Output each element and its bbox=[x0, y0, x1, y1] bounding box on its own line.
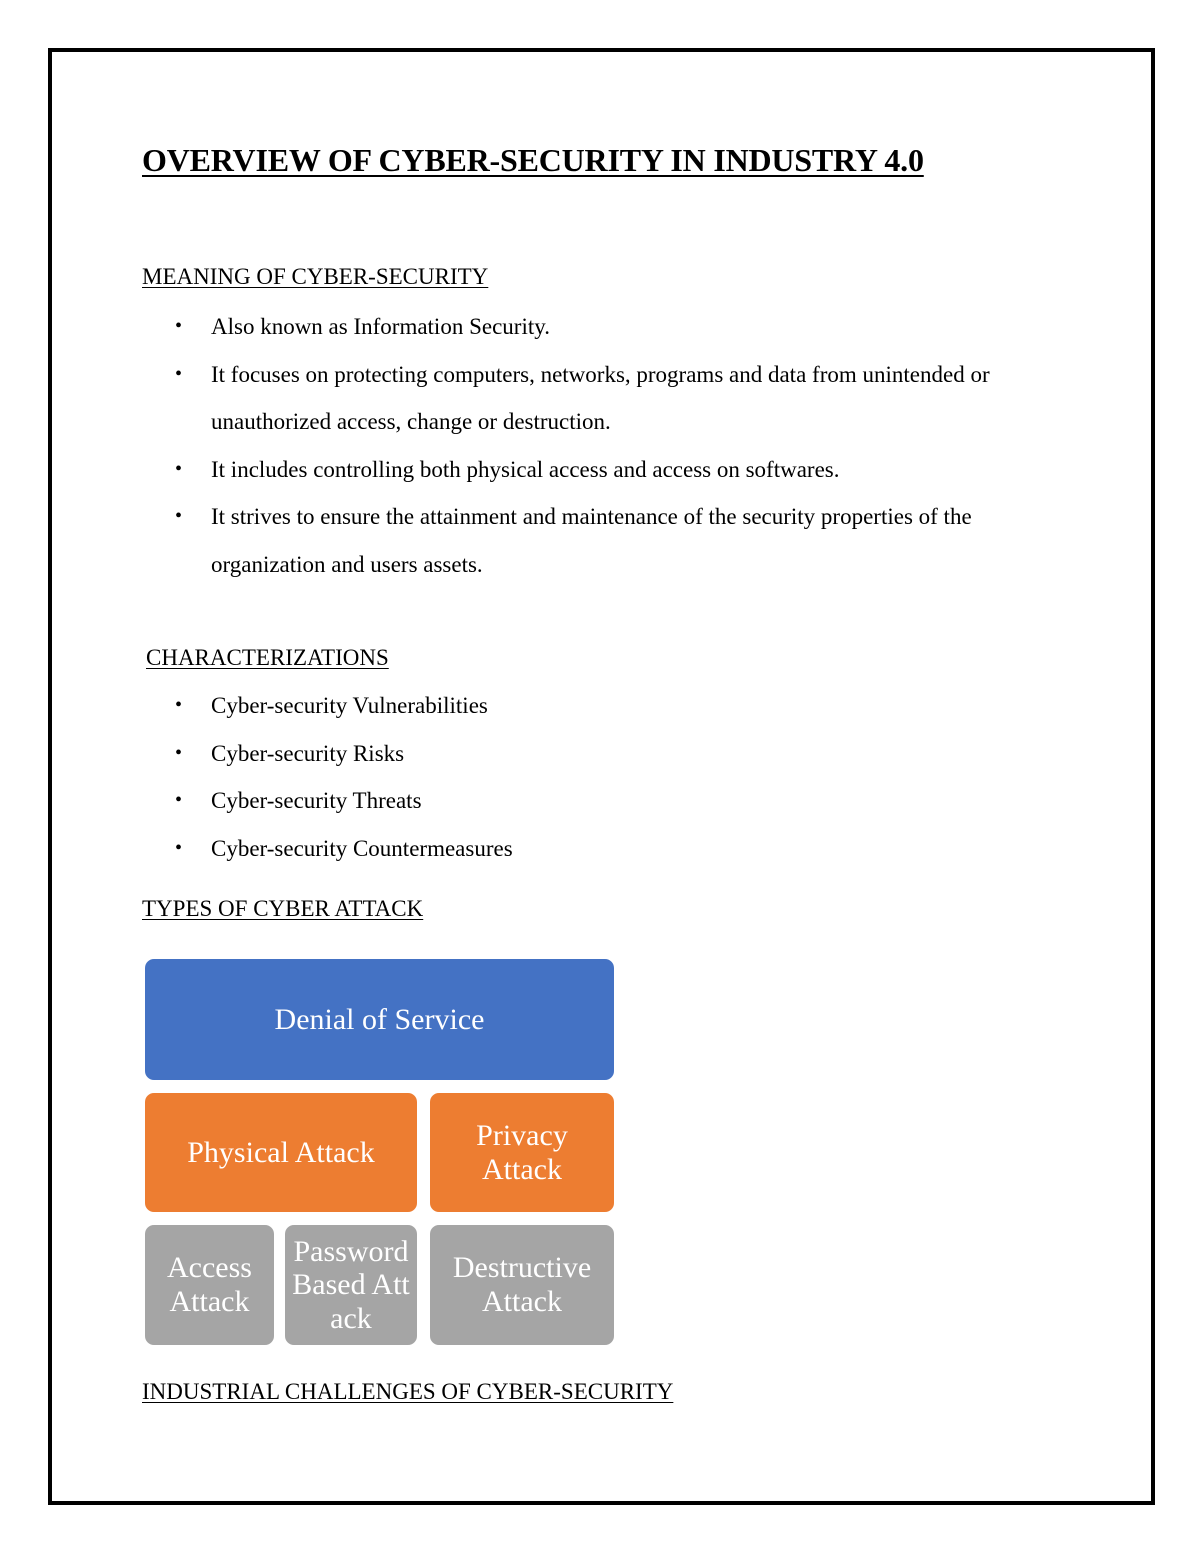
list-item-text: It focuses on protecting computers, networks, programs and data from unintended or unauthorized access, change or destruction. bbox=[211, 361, 990, 434]
diagram-box-label: Password Based Attack bbox=[292, 1234, 410, 1335]
list-item bbox=[142, 730, 1082, 778]
list-item-text: Also known as Information Security. bbox=[211, 314, 550, 339]
list-item bbox=[142, 777, 1082, 825]
bullet-icon: • bbox=[175, 836, 183, 859]
list-item-text: Cyber-security Risks bbox=[211, 740, 405, 766]
list-item bbox=[142, 446, 1082, 494]
bullet-icon: • bbox=[175, 694, 183, 716]
meaning-list bbox=[142, 303, 1082, 588]
list-item bbox=[142, 493, 1082, 588]
list-item bbox=[142, 303, 1082, 351]
document-title: OVERVIEW OF CYBER-SECURITY IN INDUSTRY 4.0 bbox=[142, 142, 924, 178]
diagram-box-privacy-attack bbox=[427, 1090, 617, 1215]
diagram-box-label: Destructive Attack bbox=[452, 1251, 592, 1318]
diagram-box-access-attack bbox=[142, 1222, 277, 1348]
diagram-box-label: Physical Attack bbox=[187, 1135, 375, 1169]
list-item-text: Cyber-security Threats bbox=[211, 788, 422, 813]
bullet-icon: • bbox=[175, 741, 183, 764]
diagram-box-label: Access Attack bbox=[167, 1251, 252, 1318]
diagram-box-destructive-attack bbox=[427, 1222, 617, 1348]
list-item bbox=[142, 682, 1082, 730]
diagram-box-denial-of-service bbox=[142, 956, 617, 1083]
types-heading: TYPES OF CYBER ATTACK bbox=[142, 896, 424, 921]
challenges-heading: INDUSTRIAL CHALLENGES OF CYBER-SECURITY bbox=[142, 1379, 674, 1404]
list-item-text: Cyber-security Countermeasures bbox=[211, 835, 513, 861]
list-item bbox=[142, 351, 1082, 446]
characterizations-heading: CHARACTERIZATIONS bbox=[146, 645, 389, 670]
list-item-text: It strives to ensure the attainment and maintenance of the security properties of the organization and users assets. bbox=[211, 504, 972, 577]
diagram-box-label: Privacy Attack bbox=[476, 1118, 568, 1186]
bullet-icon: • bbox=[175, 362, 183, 385]
diagram-box-physical-attack bbox=[142, 1090, 420, 1215]
bullet-icon: • bbox=[175, 505, 183, 527]
attack-types-diagram bbox=[140, 954, 618, 1350]
list-item-text: Cyber-security Vulnerabilities bbox=[211, 693, 488, 718]
list-item-text: It includes controlling both physical access and access on softwares. bbox=[211, 456, 840, 482]
meaning-heading: MEANING OF CYBER-SECURITY bbox=[142, 264, 489, 289]
diagram-box-password-based-attack bbox=[282, 1222, 420, 1348]
bullet-icon: • bbox=[175, 789, 183, 811]
bullet-icon: • bbox=[175, 315, 183, 337]
diagram-box-label: Denial of Service bbox=[274, 1002, 485, 1036]
bullet-icon: • bbox=[175, 457, 183, 480]
characterizations-list bbox=[142, 682, 1082, 872]
list-item bbox=[142, 825, 1082, 873]
